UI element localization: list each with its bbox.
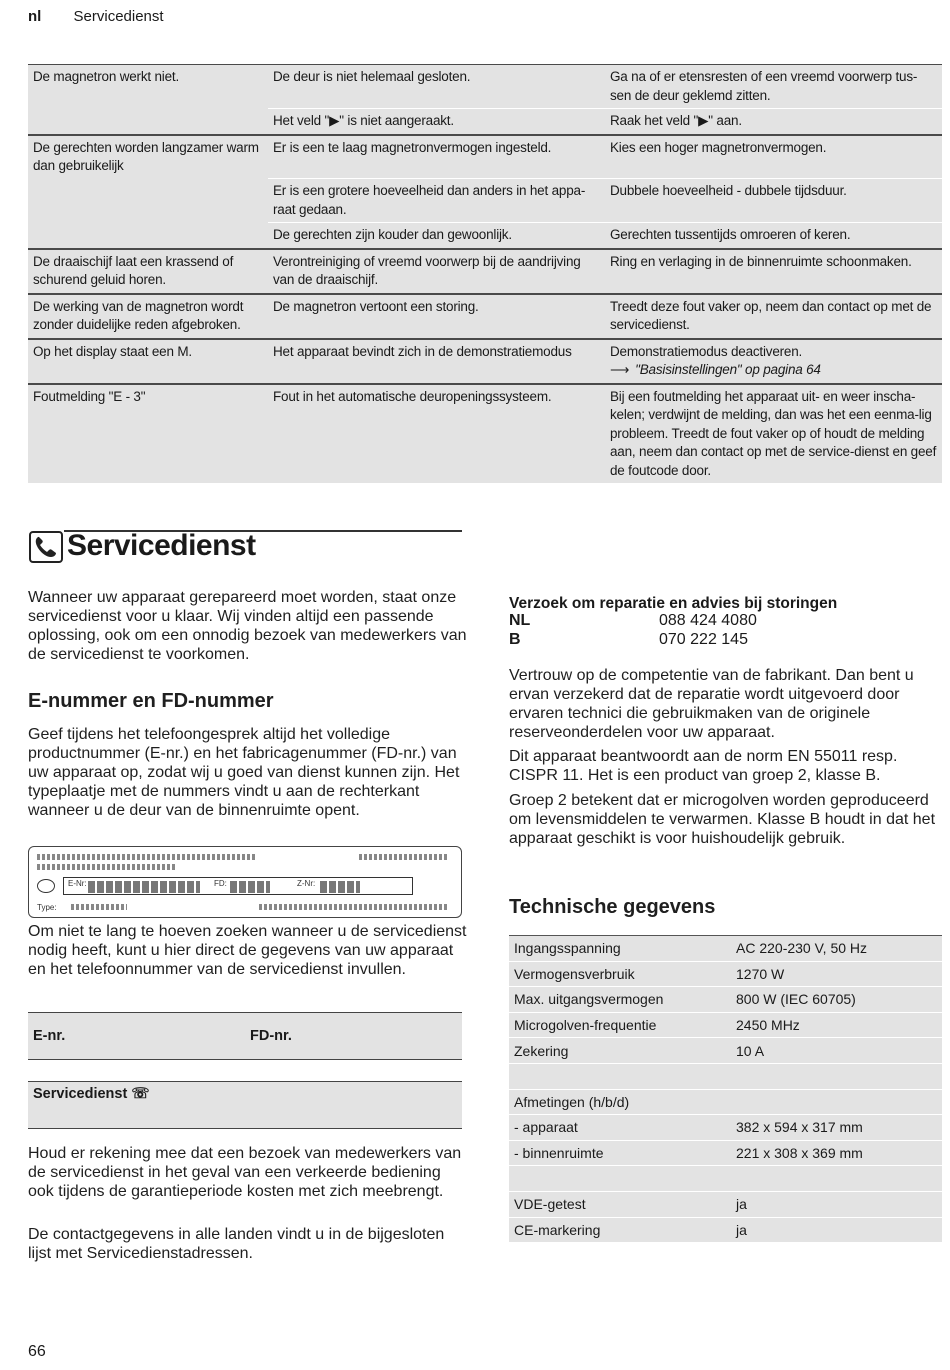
plate-enr-label: E-Nr: bbox=[68, 879, 87, 888]
spec-label: - binnenruimte bbox=[509, 1140, 731, 1166]
cause-text: De gerechten zijn kouder dan gewoonlijk. bbox=[273, 227, 512, 242]
contact-paragraph: De contactgegevens in alle landen vindt u in de bijgesloten lijst met Servicedienstadressen. bbox=[28, 1226, 445, 1262]
spec-value bbox=[731, 1166, 942, 1192]
trouble-row bbox=[28, 339, 942, 384]
cause-cell bbox=[268, 249, 605, 294]
cross-reference-link[interactable] bbox=[610, 361, 937, 380]
plate-znr-label: Z-Nr: bbox=[297, 879, 316, 888]
spec-label: VDE-getest bbox=[509, 1191, 731, 1217]
fault-text: Op het display staat een M. bbox=[33, 343, 192, 359]
troubleshooting-table bbox=[28, 64, 942, 483]
plate-enr-value bbox=[88, 881, 200, 893]
class-paragraph: Groep 2 betekent dat er microgolven worden geproduceerd om levensmiddelen te verwarmen. Klasse B houdt in dat het apparaat geschikt is voor huishoudelijk gebruik. bbox=[509, 792, 936, 847]
plate-type-label: Type: bbox=[37, 903, 57, 912]
spec-row bbox=[509, 936, 942, 962]
norm-paragraph: Dit apparaat beantwoordt aan de norm EN 55011 resp. CISPR 11. Het is een product van groep 2, klasse B. bbox=[509, 748, 898, 784]
remedy-text: Kies een hoger magnetronvermogen. bbox=[610, 139, 827, 155]
language-code: nl bbox=[28, 8, 42, 25]
plate-fd-value bbox=[230, 881, 270, 893]
remedy-text: Raak het veld "▶" aan. bbox=[610, 113, 742, 128]
remedy-cell bbox=[605, 109, 942, 135]
fault-cell bbox=[28, 109, 268, 135]
spec-value: 10 A bbox=[731, 1038, 942, 1064]
page-number: 66 bbox=[28, 1343, 46, 1360]
spec-row bbox=[509, 1089, 942, 1115]
spec-row bbox=[509, 1063, 942, 1089]
fault-cell bbox=[28, 65, 268, 109]
spec-row bbox=[509, 1115, 942, 1141]
plate-line bbox=[71, 904, 127, 910]
spec-value: 221 x 308 x 369 mm bbox=[731, 1140, 942, 1166]
phone-row-b bbox=[509, 631, 748, 649]
spec-value: ja bbox=[731, 1217, 942, 1243]
cross-reference-text: "Basisinstellingen" op pagina 64 bbox=[635, 362, 821, 377]
fill-fdnr-label: FD-nr. bbox=[250, 1028, 292, 1044]
spec-value bbox=[731, 1063, 942, 1089]
spec-value: ja bbox=[731, 1191, 942, 1217]
cause-cell bbox=[268, 294, 605, 339]
repair-request-title: Verzoek om reparatie en advies bij storingen bbox=[509, 595, 838, 612]
fault-text: De draaischijf laat een krassend of schurend geluid horen. bbox=[33, 253, 234, 287]
country-code: NL bbox=[509, 612, 531, 629]
spec-label: Vermogensverbruik bbox=[509, 961, 731, 987]
fault-cell bbox=[28, 223, 268, 249]
fault-text: De werking van de magnetron wordt zonder duidelijke reden afgebroken. bbox=[33, 298, 244, 332]
spec-value: AC 220-230 V, 50 Hz bbox=[731, 936, 942, 962]
tech-specs-table bbox=[509, 935, 942, 1243]
fault-cell bbox=[28, 179, 268, 223]
spec-row bbox=[509, 987, 942, 1013]
trouble-row bbox=[28, 249, 942, 294]
trouble-row bbox=[28, 135, 942, 179]
cause-text: Er is een grotere hoeveelheid dan anders in het appa-raat gedaan. bbox=[273, 183, 586, 217]
spec-row bbox=[509, 1217, 942, 1243]
cause-cell bbox=[268, 223, 605, 249]
remedy-cell bbox=[605, 339, 942, 384]
phone-icon bbox=[29, 531, 63, 563]
spec-label: Max. uitgangsvermogen bbox=[509, 987, 731, 1013]
phone-row-nl bbox=[509, 612, 757, 630]
spec-label bbox=[509, 1063, 731, 1089]
spec-value: 382 x 594 x 317 mm bbox=[731, 1115, 942, 1141]
trouble-row bbox=[28, 179, 942, 223]
fault-cell bbox=[28, 249, 268, 294]
spec-row bbox=[509, 1166, 942, 1192]
spec-row bbox=[509, 961, 942, 987]
remedy-text: Ga na of er etensresten of een vreemd voorwerp tus-sen de deur geklemd zitten. bbox=[610, 69, 918, 103]
plate-line bbox=[37, 854, 257, 860]
service-phone-fill-box bbox=[28, 1081, 462, 1129]
fill-in-paragraph: Om niet te lang te hoeven zoeken wanneer u de servicedienst nodig heeft, kunt u hier direct de gegevens van uw apparaat en het telefoonnummer van de servicedienst invullen. bbox=[28, 923, 467, 978]
section-title: Servicedienst bbox=[67, 529, 256, 562]
phone-number: 070 222 145 bbox=[659, 631, 748, 648]
spec-label: Ingangsspanning bbox=[509, 936, 731, 962]
remedy-cell bbox=[605, 179, 942, 223]
cause-cell bbox=[268, 65, 605, 109]
plate-logo-icon bbox=[37, 879, 55, 893]
cause-text: Het apparaat bevindt zich in de demonstratiemodus bbox=[273, 343, 572, 359]
remedy-text: Demonstratiemodus deactiveren. bbox=[610, 343, 803, 359]
country-code: B bbox=[509, 631, 521, 648]
plate-znr-value bbox=[320, 881, 360, 893]
fault-text: Foutmelding "E - 3" bbox=[33, 388, 146, 404]
plate-line bbox=[259, 904, 449, 910]
cause-text: De deur is niet helemaal gesloten. bbox=[273, 69, 471, 84]
fault-cell bbox=[28, 339, 268, 384]
warranty-paragraph: Houd er rekening mee dat een bezoek van medewerkers van de servicedienst in het geval van een verkeerde bediening ook tijdens de garantieperiode kosten met zich meebrengt. bbox=[28, 1145, 462, 1200]
cause-text: De magnetron vertoont een storing. bbox=[273, 298, 479, 314]
spec-value: 1270 W bbox=[731, 961, 942, 987]
fault-cell bbox=[28, 384, 268, 484]
remedy-cell bbox=[605, 65, 942, 109]
trouble-row bbox=[28, 109, 942, 135]
plate-line bbox=[37, 864, 177, 870]
fill-service-label: Servicedienst ☏ bbox=[33, 1086, 150, 1102]
remedy-text: Ring en verlaging in de binnenruimte schoonmaken. bbox=[610, 253, 912, 269]
spec-value bbox=[731, 1089, 942, 1115]
trouble-row bbox=[28, 223, 942, 249]
spec-value: 2450 MHz bbox=[731, 1012, 942, 1038]
phone-number: 088 424 4080 bbox=[659, 612, 757, 629]
fill-enr-label: E-nr. bbox=[33, 1028, 66, 1044]
spec-label: - apparaat bbox=[509, 1115, 731, 1141]
remedy-cell bbox=[605, 223, 942, 249]
trouble-row bbox=[28, 384, 942, 484]
remedy-text: Dubbele hoeveelheid - dubbele tijdsduur. bbox=[610, 183, 847, 198]
plate-line bbox=[359, 854, 449, 860]
spec-row bbox=[509, 1038, 942, 1064]
manufacturer-paragraph: Vertrouw op de competentie van de fabrikant. Dan bent u ervan verzekerd dat de reparatie wordt uitgevoerd door ervaren technici die gebruikmaken van de originele reserveonderdelen voor uw apparaat. bbox=[509, 667, 914, 741]
cause-cell bbox=[268, 384, 605, 484]
enr-paragraph: Geef tijdens het telefoongesprek altijd het volledige productnummer (E-nr.) en het fabricagenummer (FD-nr.) van uw apparaat op, zodat wij u goed van dienst kunnen zijn. Het typeplaatje met de nummers vindt u aan de rechterkant wanneer u de deur van de binnenruimte opent. bbox=[28, 726, 460, 819]
fault-text: De gerechten worden langzamer warm dan gebruikelijk bbox=[33, 139, 259, 173]
fault-cell bbox=[28, 294, 268, 339]
spec-row bbox=[509, 1012, 942, 1038]
type-plate-illustration bbox=[28, 846, 462, 918]
trouble-row bbox=[28, 294, 942, 339]
spec-value: 800 W (IEC 60705) bbox=[731, 987, 942, 1013]
device-number-fill-box bbox=[28, 1012, 462, 1060]
remedy-cell bbox=[605, 249, 942, 294]
tech-heading: Technische gegevens bbox=[509, 896, 716, 918]
remedy-text: Gerechten tussentijds omroeren of keren. bbox=[610, 227, 851, 242]
remedy-cell bbox=[605, 384, 942, 484]
cause-text: Het veld "▶" is niet aangeraakt. bbox=[273, 113, 454, 128]
cause-cell bbox=[268, 109, 605, 135]
cause-cell bbox=[268, 135, 605, 179]
cause-cell bbox=[268, 179, 605, 223]
header-section: Servicedienst bbox=[73, 8, 164, 25]
remedy-text: Treedt deze fout vaker op, neem dan contact op met de servicedienst. bbox=[610, 298, 932, 332]
spec-label: Microgolven-frequentie bbox=[509, 1012, 731, 1038]
cause-text: Er is een te laag magnetronvermogen ingesteld. bbox=[273, 139, 552, 155]
fault-text: De magnetron werkt niet. bbox=[33, 69, 180, 84]
remedy-cell bbox=[605, 135, 942, 179]
remedy-cell bbox=[605, 294, 942, 339]
enr-heading: E-nummer en FD-nummer bbox=[28, 690, 274, 712]
spec-label: CE-markering bbox=[509, 1217, 731, 1243]
spec-row bbox=[509, 1140, 942, 1166]
arrow-right-icon: ⟶ bbox=[610, 362, 630, 377]
spec-label: Zekering bbox=[509, 1038, 731, 1064]
spec-label: Afmetingen (h/b/d) bbox=[509, 1089, 731, 1115]
plate-number-box bbox=[63, 877, 413, 895]
trouble-row bbox=[28, 65, 942, 109]
remedy-text: Bij een foutmelding het apparaat uit- en weer inscha-kelen; verdwijnt de melding, dan was het een eenma-lig probleem. Treedt de fout vaker op of houdt de melding aan, neem dan contact op met de service-dienst en geef de foutcode door. bbox=[610, 388, 937, 478]
cause-text: Fout in het automatische deuropeningssysteem. bbox=[273, 388, 552, 404]
cause-cell bbox=[268, 339, 605, 384]
spec-row bbox=[509, 1191, 942, 1217]
spec-label bbox=[509, 1166, 731, 1192]
plate-fd-label: FD: bbox=[214, 879, 227, 888]
cause-text: Verontreiniging of vreemd voorwerp bij de aandrijving van de draaischijf. bbox=[273, 253, 581, 287]
fault-cell bbox=[28, 135, 268, 179]
page-header bbox=[28, 8, 164, 25]
intro-paragraph: Wanneer uw apparaat gerepareerd moet worden, staat onze servicedienst voor u klaar. Wij vinden altijd een passende oplossing, ook om een onnodig bezoek van medewerkers van de servicedienst te voorkomen. bbox=[28, 589, 467, 663]
